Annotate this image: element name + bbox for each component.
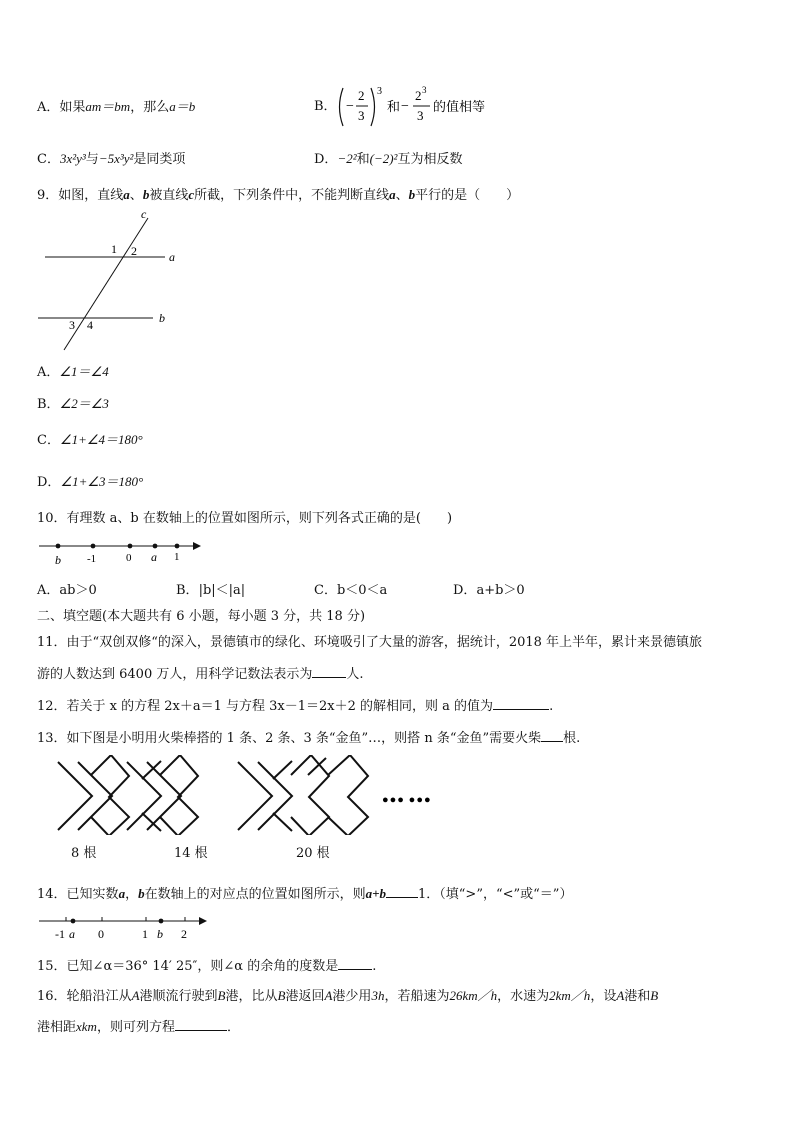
- fish-1-caption: 8 根: [71, 846, 97, 861]
- q13: 13．如下图是小明用火柴棒搭的 1 条、2 条、3 条“金鱼”…，则搭 n 条“金鱼”需要火柴 根.: [37, 731, 581, 746]
- question-number: 14．: [37, 887, 67, 902]
- continuation-dots: ●●● ●●●: [382, 794, 432, 806]
- option-letter: A．: [37, 365, 60, 380]
- tick-label-2: 2: [181, 927, 187, 941]
- tick-label-minus-1: -1: [87, 553, 97, 565]
- line-c: [64, 218, 148, 350]
- option-letter: A．: [37, 100, 60, 115]
- math-expr: 3x²y³: [59, 151, 86, 166]
- q16-line1: 16．轮船沿江从A港顺流行驶到B港，比从B港返回A港少用3h，若船速为26km／h，水速为2km／h，设A港和B: [37, 988, 659, 1004]
- option-letter: D．: [314, 152, 338, 167]
- tick-label-1: 1: [142, 927, 148, 941]
- point-1: [175, 544, 180, 549]
- tick-label-minus-1: -1: [55, 927, 65, 941]
- q9-option-b: [37, 395, 109, 414]
- minus-sign: −: [401, 99, 409, 114]
- fish-1: [58, 755, 129, 835]
- point-b: [56, 544, 61, 549]
- option-letter: B．: [176, 583, 199, 598]
- question-number: 13．: [37, 731, 67, 746]
- answer-blank[interactable]: [312, 665, 346, 678]
- option-letter: C．: [37, 433, 60, 448]
- math-expr: (−2)²: [369, 151, 398, 166]
- q15: 15．已知∠α＝36° 14′ 25″，则∠α 的余角的度数是 .: [37, 959, 377, 974]
- q13-matchstick-fish-figure: [50, 755, 450, 835]
- exponent: 3: [422, 85, 427, 95]
- q8-option-c: C．3x²y³与−5x³y²是同类项: [37, 151, 186, 167]
- math-expr: ∠1+∠4＝180°: [59, 432, 143, 447]
- q8-option-b: [314, 98, 337, 116]
- angle-label-2: 2: [131, 244, 137, 258]
- question-number: 16．: [37, 989, 67, 1004]
- q10-option-b: B．|b|＜|a|: [176, 583, 246, 598]
- tick-label-b: b: [157, 927, 163, 941]
- tick-label-a: a: [69, 927, 75, 941]
- math-expr: ∠1+∠3＝180°: [60, 474, 144, 489]
- tick-label-a: a: [151, 550, 157, 564]
- point-b: [159, 919, 164, 924]
- denominator: 3: [417, 108, 424, 123]
- option-letter: D．: [37, 475, 61, 490]
- angle-label-1: 1: [111, 242, 117, 256]
- q10-number-line: [35, 537, 205, 567]
- fish-3-caption: 20 根: [296, 846, 330, 861]
- answer-blank[interactable]: [386, 885, 418, 898]
- label-a: a: [169, 250, 175, 264]
- question-number: 15．: [37, 959, 67, 974]
- math-expr: ∠2＝∠3: [59, 396, 109, 411]
- axis-arrow: [199, 917, 207, 925]
- q8-option-b-formula: [335, 82, 500, 132]
- option-letter: D．: [453, 583, 477, 598]
- q16-line2: 港相距xkm，则可列方程 ．: [37, 1019, 240, 1035]
- point-a: [153, 544, 158, 549]
- point-a: [71, 919, 76, 924]
- point-0: [128, 544, 133, 549]
- math-expr: am＝bm: [85, 99, 131, 114]
- question-number: 9．: [37, 188, 59, 203]
- svg-text:的值相等: 的值相等: [433, 99, 486, 114]
- q9-option-d: [37, 473, 143, 492]
- tick-label-b: b: [55, 553, 61, 567]
- option-letter: B．: [37, 397, 60, 412]
- axis-arrow: [193, 542, 201, 550]
- q8-option-d: D．−2²和(−2)²互为相反数: [314, 151, 463, 167]
- q11-line1: 11．由于“双创双修“的深入，景德镇市的绿化、环境吸引了大量的游客，据统计，2018 年上半年，累计来景德镇旅: [37, 635, 703, 650]
- fish-2: [127, 755, 198, 835]
- angle-label-4: 4: [87, 318, 93, 332]
- fish-2-caption: 14 根: [174, 846, 208, 861]
- tick-label-0: 0: [98, 927, 104, 941]
- numerator: 2: [415, 88, 422, 103]
- option-letter: C．: [314, 583, 337, 598]
- exponent: 3: [377, 86, 382, 97]
- q14-number-line: [35, 912, 210, 944]
- point-minus-1: [91, 544, 96, 549]
- label-c: c: [141, 207, 147, 221]
- tick-label-0: 0: [126, 552, 132, 564]
- q10-stem: 10．有理数 a、b 在数轴上的位置如图所示，则下列各式正确的是( ): [37, 511, 453, 526]
- q10-option-a: A．ab＞0: [37, 583, 97, 598]
- denominator: 3: [358, 108, 365, 123]
- q10-option-c: C．b＜0＜a: [314, 583, 388, 598]
- question-number: 12．: [37, 699, 67, 714]
- answer-blank[interactable]: [175, 1018, 227, 1031]
- fish-3: [238, 755, 368, 835]
- q10-option-d: D．a+b＞0: [453, 583, 525, 598]
- q9-option-c: [37, 431, 143, 450]
- q8-option-a: A．如果am＝bm，那么a＝b: [37, 99, 196, 115]
- math-expr: −5x³y²: [98, 151, 134, 166]
- angle-label-3: 3: [69, 318, 75, 332]
- math-expr: a＝b: [169, 99, 196, 114]
- answer-blank[interactable]: [338, 957, 372, 970]
- q12: 12．若关于 x 的方程 2x＋a＝1 与方程 3x－1＝2x＋2 的解相同，则 a 的值为 .: [37, 699, 554, 714]
- math-expr: ∠1＝∠4: [59, 364, 109, 379]
- svg-text:和: 和: [387, 99, 401, 114]
- section-heading: 二、填空题(本大题共有 6 小题，每小题 3 分，共 18 分): [37, 609, 366, 624]
- q9-option-a: [37, 363, 109, 382]
- option-letter: A．: [37, 583, 60, 598]
- numerator: 2: [358, 88, 365, 103]
- label-b: b: [159, 311, 165, 325]
- q14-stem: 14．已知实数a，b在数轴上的对应点的位置如图所示，则a+b 1．（填“>”，“<”或“＝”）: [37, 886, 573, 902]
- tick-label-1: 1: [174, 551, 180, 563]
- q11-line2: 游的人数达到 6400 万人，用科学记数法表示为 人.: [37, 667, 364, 682]
- q9-stem: 9．如图，直线a、b被直线c所截，下列条件中，不能判断直线a、b平行的是（ ）: [37, 187, 520, 203]
- question-number: 11．: [37, 635, 67, 650]
- answer-blank[interactable]: [541, 729, 563, 742]
- minus-sign: −: [346, 99, 354, 114]
- option-letter: B．: [314, 99, 337, 114]
- math-expr: −2²: [337, 151, 357, 166]
- option-letter: C．: [37, 152, 60, 167]
- question-number: 10．: [37, 511, 67, 526]
- q9-parallel-lines-figure: [35, 205, 195, 355]
- answer-blank[interactable]: [493, 697, 549, 710]
